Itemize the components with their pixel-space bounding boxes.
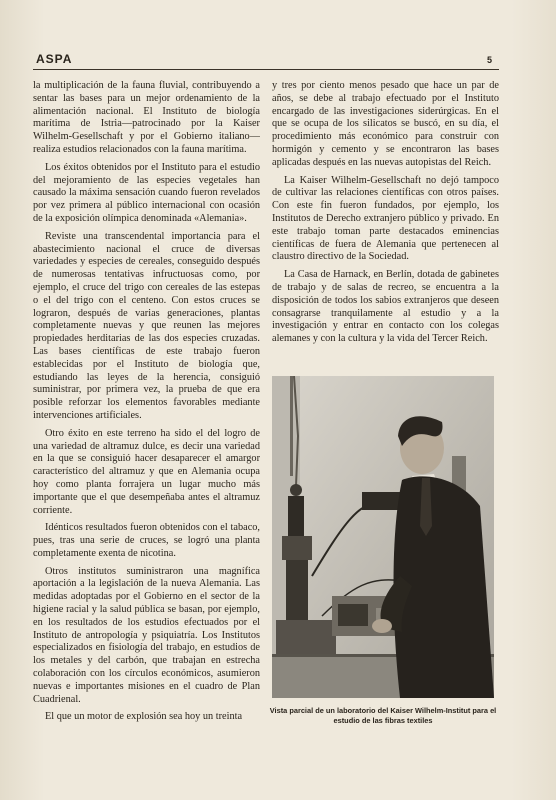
- paragraph: Los éxitos obtenidos por el Instituto para el estudio del mejoramiento de las especies vegetales han causado la máxima sensación cuando fueron revelados por vez primera al público internacional con ocasión de la exposición olímpica denominada «Alemania».: [33, 161, 260, 224]
- laboratory-photo: [272, 376, 494, 698]
- paragraph: Reviste una transcendental importancia para el abastecimiento nacional el cruce de diversas variedades y especies de cereales, conseguido después de numerosas tentativas infructuosas como, por ejemplo, el cruce del trigo con cereales de las estepas o el del trigo con el centeno. Con estos cruces se lograron, después de varias generaciones, plantas completamente nuevas y que reunen las mejores propiedades herditarias de las dos especies cruzadas. Las bases científicas de este trabajo fueron establecidas por el Instituto de biología que, estudiando las leyes de la herencia, consiguió suministrar, por primera vez, la prueba de que era posible reforzar los elementos favorables mediante intervenciones artificiales.: [33, 230, 260, 421]
- page-number: 5: [487, 55, 493, 65]
- laboratory-photo-drawing: [272, 376, 494, 698]
- left-text-column: [33, 80, 260, 780]
- right-text-column: [272, 80, 499, 351]
- paragraph: la multiplicación de la fauna fluvial, contribuyendo a sentar las bases para un mejor ordenamiento de la alimentación nacional. El Instituto de biología marítima de Istria—patrocinado por la Kaiser Wilhelm-Gesellschaft y por el Gobierno italiano—realiza estudios relacionados con la fauna marítima.: [33, 80, 260, 155]
- magazine-title: ASPA: [36, 52, 73, 66]
- paragraph: La Casa de Harnack, en Berlín, dotada de gabinetes de trabajo y de salas de recreo, se encuentra a la disposición de todos los sabios extranjeros que deseen consagrarse tranquilamente al estudio y a la investigación y entrar en contacto con los colegas alemanes y con la cultura y la vida del Tercer Reich.: [272, 269, 499, 345]
- paragraph: El que un motor de explosión sea hoy un treinta: [45, 711, 243, 723]
- paragraph: La Kaiser Wilhelm-Gesellschaft no dejó tampoco de cultivar las relaciones científicas con otros países. Con este fin fueron fundados, por ejemplo, los Institutos de Derecho extranjero público y privado. En este trabajo toman parte destacados eminencias científicas de fuera de Alemania que pertenecen al claustro directivo de la Sociedad.: [272, 174, 499, 263]
- header-rule: [33, 69, 499, 70]
- paragraph: Otros institutos suministraron una magnífica aportación a la legislación de la nueva Alemania. Las medidas adoptadas por el Gobierno en el sector de la higiene racial y la salud pública se basan, por ejemplo, en los resultados de los estudios efectuados por el Instituto de antropología y psiquiatría. Los Institutos especializados en fisiología del trabajo, en estudios de los metales y del carbón, que trabajan en estrecha colaboración con los círculos económicos, asumieron nuevas e importantes misiones en el cuadro de Plan Cuadrienal.: [33, 565, 260, 705]
- paragraph: Otro éxito en este terreno ha sido el del logro de una variedad de altramuz dulce, es decir una variedad en la que se consiguió hacer desaparecer el amargor característico del altramuz y que en Alemania ocupa hoy como planta forrajera un lugar mucho más importante que el que desempeñaba antes el altramuz corriente.: [33, 427, 260, 516]
- paragraph: Idénticos resultados fueron obtenidos con el tabaco, pues, tras una serie de cruces, se logró una planta completamente exenta de nicotina.: [33, 522, 260, 559]
- paragraph: y tres por ciento menos pesado que hace un par de años, se debe al trabajo efectuado por el Instituto encargado de las investigaciones siderúrgicas. En el que se ocupa de los silicatos se buscó, en su día, el procedimiento más económico para construir con hormigón y cemento y se encontraron las bases aplicadas después en las nuevas autopistas del Reich.: [272, 80, 499, 168]
- photo-caption: Vista parcial de un laboratorio del Kaiser Wilhelm-Institut para el estudio de las fibras textiles: [269, 706, 497, 725]
